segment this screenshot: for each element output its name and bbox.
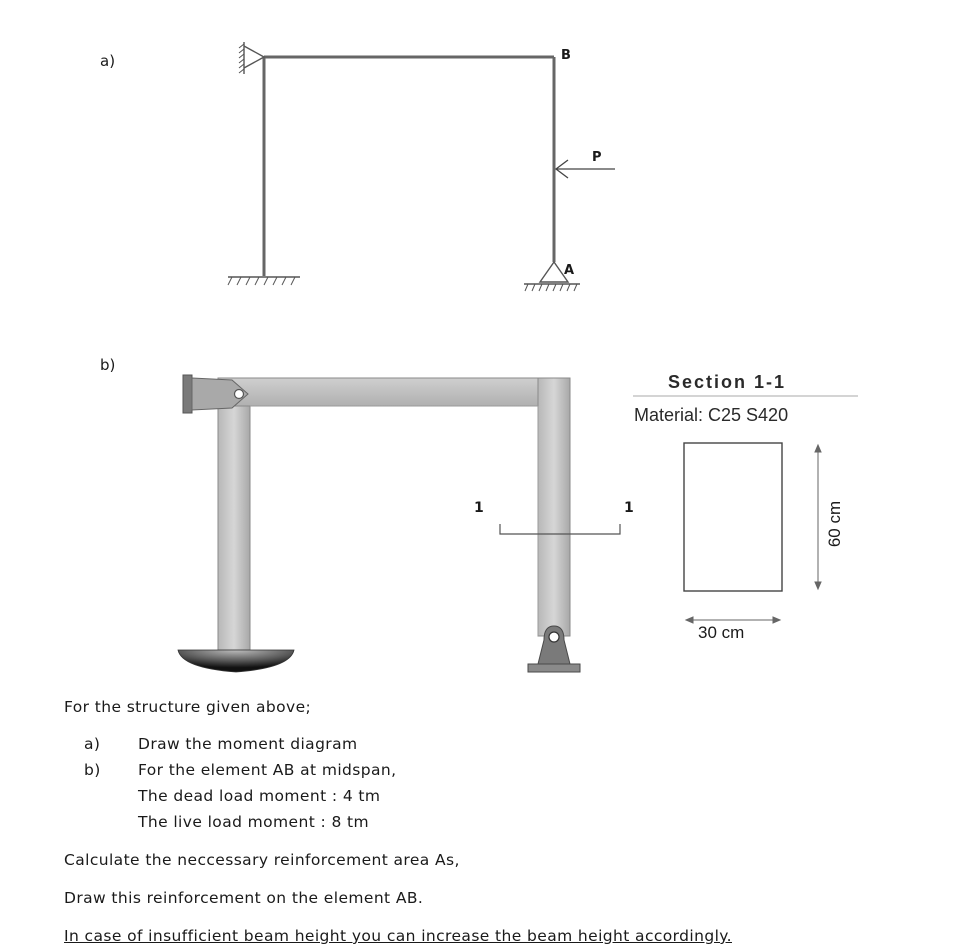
live-load-text: The live load moment : 8 tm — [138, 813, 370, 831]
fixed-support-bottom-left — [228, 277, 300, 285]
frame-b — [218, 378, 570, 650]
node-a-label: A — [564, 263, 575, 278]
calc-text: Calculate the neccessary reinforcement area As, — [64, 851, 460, 869]
cut-label-left: 1 — [474, 500, 484, 516]
load-p-label: P — [592, 150, 602, 165]
section-height-label: 60 cm — [825, 500, 845, 548]
part-b-label: b) — [100, 356, 116, 374]
note-text: In case of insufficient beam height you can increase the beam height accordingly. — [64, 927, 732, 945]
node-b-label: B — [561, 48, 571, 63]
frame-a — [264, 57, 554, 276]
section-title: Section 1-1 — [668, 372, 787, 392]
item-b-text: For the element AB at midspan, — [138, 761, 397, 779]
cross-section-rect — [684, 443, 782, 591]
load-p-arrow — [556, 160, 615, 178]
frame-b-right-column — [538, 378, 570, 636]
section-material: Material: C25 S420 — [634, 405, 789, 425]
intro-text: For the structure given above; — [64, 698, 312, 716]
item-a-text: Draw the moment diagram — [138, 735, 358, 753]
fixed-base-b — [178, 650, 294, 672]
item-a-marker: a) — [84, 735, 101, 753]
part-a-label: a) — [100, 52, 116, 70]
pin-support-top-left — [239, 42, 264, 74]
section-width-label: 30 cm — [698, 623, 745, 642]
item-b-marker: b) — [84, 761, 101, 779]
height-dimension — [815, 445, 821, 589]
pin-support-b — [528, 626, 580, 672]
draw-text: Draw this reinforcement on the element AB. — [64, 889, 424, 907]
cut-label-right: 1 — [624, 500, 634, 516]
frame-b-left-column — [218, 396, 250, 650]
frame-b-beam — [218, 378, 570, 406]
dead-load-text: The dead load moment : 4 tm — [138, 787, 381, 805]
